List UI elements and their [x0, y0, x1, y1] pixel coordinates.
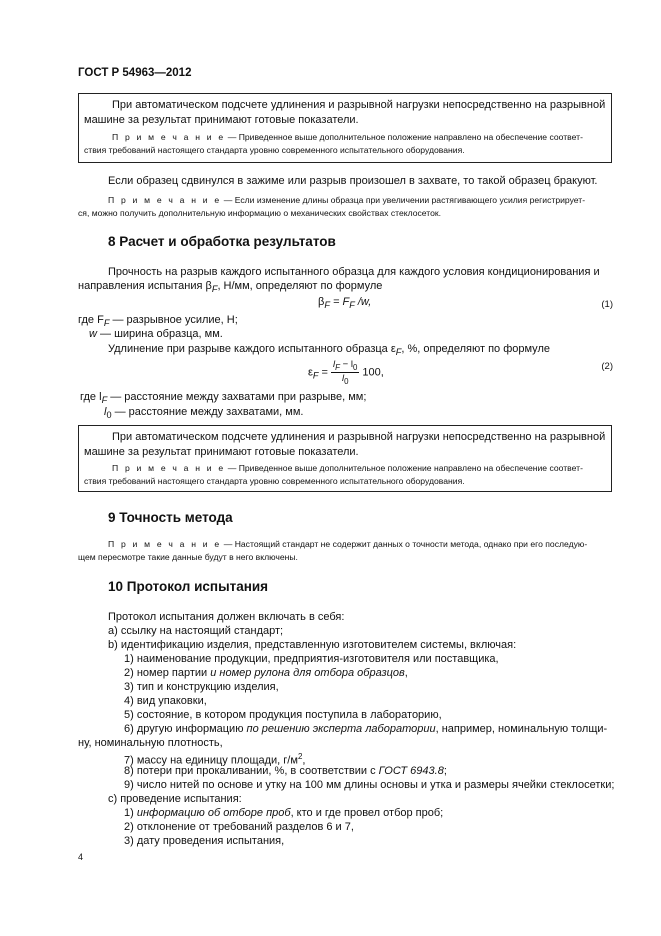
- section-10-title: 10 Протокол испытания: [108, 579, 269, 594]
- text: l: [333, 359, 336, 370]
- text: 2: [297, 752, 303, 761]
- note-label: П р и м е ч а н и е: [108, 539, 222, 549]
- section-8-title: 8 Расчет и обработка результатов: [108, 234, 336, 249]
- info-box-1: [78, 93, 612, 163]
- text: где F: [78, 314, 104, 326]
- section-8-p2: Удлинение при разрыве каждого испытанного образца $\varepsilon_F$, %, определяют по формуле: [108, 343, 550, 358]
- list-item: b) идентификацию изделия, представленную изготовителем системы, включая:: [108, 639, 517, 651]
- note-text: — Настоящий стандарт не содержит данных о точности метода, однако при его последую-: [221, 539, 588, 549]
- list-item: 2) отклонение от требований разделов 6 и 7,: [124, 821, 354, 833]
- text: w: [89, 328, 97, 340]
- box-text-line: При автоматическом подсчете удлинения и разрывной нагрузки непосредственно на разрывной: [112, 431, 606, 443]
- list-item: [124, 722, 607, 736]
- text: = F: [329, 296, 350, 308]
- text: ГОСТ 6943.8: [378, 765, 444, 777]
- text: , %, определяют по формуле: [401, 343, 550, 355]
- list-item: [124, 806, 443, 820]
- text: ,: [302, 754, 306, 767]
- list-item: с) проведение испытания:: [108, 793, 242, 805]
- where-line: [89, 327, 223, 341]
- text: — расстояние между захватами, мм.: [111, 406, 304, 418]
- where-line: где $l_F$ — расстояние между захватами при разрыве, мм;: [80, 391, 367, 406]
- text: направления испытания β: [78, 280, 212, 292]
- document-header: ГОСТ Р 54963—2012: [78, 67, 192, 79]
- list-item: 4) вид упаковки,: [124, 695, 207, 707]
- note-shift-line: ся, можно получить дополнительную информацию о механических свойствах стеклосеток.: [78, 208, 442, 218]
- text: — ширина образца, мм.: [96, 328, 223, 340]
- text: , кто и где провел отбор проб;: [290, 807, 444, 819]
- fraction: $\frac{l_F - l_0}{l_0}$: [333, 359, 358, 386]
- equation-number-2: (2): [601, 361, 613, 372]
- text: ,: [404, 667, 408, 679]
- section-8-p1: направления испытания $\beta_F$, Н/мм, определяют по формуле: [78, 280, 383, 295]
- text: 6) другую информацию: [124, 723, 247, 735]
- where-line: где $F_F$ — разрывное усилие, Н;: [78, 314, 238, 329]
- note-shift-line: [108, 194, 585, 207]
- note-label: П р и м е ч а н и е: [108, 195, 222, 205]
- text: 1): [124, 807, 137, 819]
- list-item: 9) число нитей по основе и утку на 100 мм длины основы и утка и размеры ячейки стеклосетки;: [124, 779, 615, 791]
- text: где l: [80, 391, 102, 403]
- box-note-line: ствия требований настоящего стандарта уровню современного испытательного оборудования.: [84, 476, 465, 486]
- text: β: [318, 296, 325, 308]
- box-note-line: [112, 131, 583, 144]
- where-line: $l_0$ — расстояние между захватами, мм.: [104, 406, 304, 421]
- list-item: а) ссылку на настоящий стандарт;: [108, 625, 284, 637]
- text: — расстояние между захватами при разрыве, мм;: [107, 391, 367, 403]
- list-item: ну, номинальную плотность,: [78, 737, 223, 749]
- text: , например, номинальную толщи-: [435, 723, 608, 735]
- text: Удлинение при разрыве каждого испытанного образца ε: [108, 343, 396, 355]
- section-9-note: щем пересмотре такие данные будут в него включены.: [78, 552, 298, 562]
- equation-number-1: (1): [601, 299, 613, 310]
- box-text-line: При автоматическом подсчете удлинения и разрывной нагрузки непосредственно на разрывной: [112, 99, 606, 111]
- list-item: 5) состояние, в котором продукция поступила в лабораторию,: [124, 709, 442, 721]
- list-item: [124, 666, 408, 680]
- note-text: — Приведенное выше дополнительное положение направлено на обеспечение соответ-: [225, 463, 583, 473]
- section-8-p1: Прочность на разрыв каждого испытанного образца для каждого условия кондиционирования и: [108, 266, 600, 278]
- text: /w,: [354, 296, 372, 308]
- list-item: 3) дату проведения испытания,: [124, 835, 285, 847]
- info-box-2: [78, 425, 612, 492]
- text: , Н/мм, определяют по формуле: [217, 280, 383, 292]
- text: ;: [443, 765, 447, 777]
- formula-1: $\beta_F = F_F$ /w,: [318, 296, 372, 311]
- formula-2: $\varepsilon_F$ = $\frac{l_F - l_0}{l_0}$ 100,: [308, 359, 384, 386]
- list-intro: Протокол испытания должен включать в себя:: [108, 611, 345, 623]
- text: l: [341, 372, 345, 384]
- text: 100,: [362, 366, 384, 379]
- text: информацию об отборе проб: [136, 807, 291, 819]
- box-text-line: машине за результат принимают готовые показатели.: [84, 446, 359, 458]
- text: по решению эксперта лаборатории: [246, 723, 436, 735]
- section-9-title: 9 Точность метода: [108, 510, 233, 525]
- paragraph-shift: Если образец сдвинулся в зажиме или разрыв произошел в захвате, то такой образец бракуют.: [108, 175, 598, 187]
- box-text-line: машине за результат принимают готовые показатели.: [84, 114, 359, 126]
- list-item: [124, 764, 447, 778]
- text: — разрывное усилие, Н;: [109, 314, 238, 326]
- section-9-note: [108, 538, 587, 551]
- note-label: П р и м е ч а н и е: [112, 463, 226, 473]
- note-text: — Приведенное выше дополнительное положение направлено на обеспечение соответ-: [225, 132, 583, 142]
- note-label: П р и м е ч а н и е: [112, 132, 226, 142]
- list-item: 1) наименование продукции, предприятия-изготовителя или поставщика,: [124, 653, 499, 665]
- box-note-line: ствия требований настоящего стандарта уровню современного испытательного оборудования.: [84, 145, 465, 155]
- text: 8) потери при прокаливании, %, в соответствии с: [124, 765, 379, 777]
- text: − l: [340, 359, 353, 370]
- text: 7) массу на единицу площади, г/м: [124, 754, 298, 767]
- text: 2) номер партии: [124, 667, 211, 679]
- page-number: 4: [78, 852, 84, 862]
- text: ε: [308, 366, 313, 379]
- text: и номер рулона для отбора образцов: [210, 667, 405, 679]
- note-text: — Если изменение длины образца при увеличении растягивающего усилия регистрирует-: [221, 195, 586, 205]
- box-note-line: [112, 462, 583, 475]
- text: l: [104, 406, 107, 418]
- list-item: 3) тип и конструкцию изделия,: [124, 681, 279, 693]
